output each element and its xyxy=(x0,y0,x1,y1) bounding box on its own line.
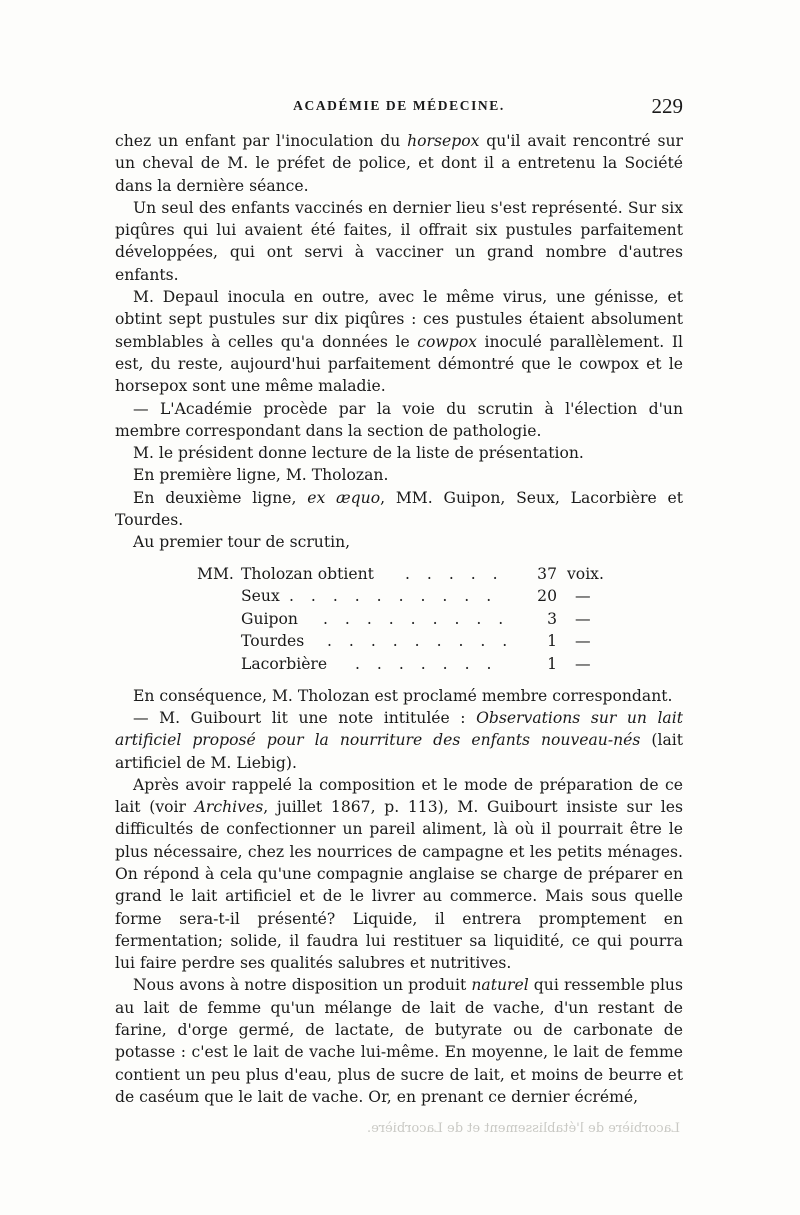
vote-results-table xyxy=(115,563,683,676)
paragraph xyxy=(115,286,683,397)
paragraph: Au premier tour de scrutin, xyxy=(133,533,351,552)
paragraph xyxy=(115,130,683,197)
vote-leader-dots: . . . . . . . . . . xyxy=(289,587,498,606)
vote-row xyxy=(115,608,683,631)
text-run: Après avoir rappelé la composition et le mode de préparation de ce lait (voir xyxy=(115,775,683,817)
text-run: Nous avons à notre disposition un produit xyxy=(133,976,472,995)
vote-unit: — xyxy=(575,609,591,628)
italic-title: Observations sur un lait artificiel proposé pour la nourriture des enfants nouveau-nés xyxy=(115,708,683,750)
text-run: qu'il avait rencontré sur un cheval de M. le préfet de police, et dont il a entretenu la Société dans la dernière séance. xyxy=(115,132,683,195)
vote-leader-dots: . . . . . . . . . xyxy=(323,609,510,628)
text-run: chez un enfant par l'inoculation du xyxy=(115,132,408,150)
text-run: M. Depaul inocula en outre, avec le même virus, une génisse, et obtint sept pustules sur dix piqûres : ces pustules étaient absolument semblables à celles qu'a données le xyxy=(115,288,683,351)
vote-count: 1 xyxy=(547,632,557,651)
text-run: , MM. Guipon, Seux, Lacorbière et Tourdes. xyxy=(115,488,683,530)
vote-name: Lacorbière xyxy=(241,655,328,674)
page-number: 229 xyxy=(651,94,683,118)
paragraph: En première ligne, M. Tholozan. xyxy=(133,466,389,485)
text-run: (lait artificiel de M. Liebig). xyxy=(115,731,683,772)
vote-name: Seux xyxy=(241,587,280,606)
vote-count: 3 xyxy=(547,609,557,628)
italic-term: naturel xyxy=(471,976,529,995)
italic-term: Archives xyxy=(194,798,264,817)
italic-term: ex æquo xyxy=(307,488,381,507)
page-header xyxy=(115,96,683,124)
vote-row xyxy=(115,653,683,676)
vote-unit: — xyxy=(575,632,591,651)
vote-unit: — xyxy=(575,587,591,606)
italic-term: horsepox xyxy=(407,132,480,150)
vote-row xyxy=(115,630,683,653)
vote-unit: voix. xyxy=(567,564,604,583)
running-head: ACADÉMIE DE MÉDECINE. xyxy=(293,98,505,113)
vote-unit: — xyxy=(575,655,591,674)
paragraph: En conséquence, M. Tholozan est proclamé membre correspondant. xyxy=(133,686,673,705)
paragraph: Un seul des enfants vaccinés en dernier lieu s'est représenté. Sur six piqûres qui lui avaient été faites, il offrait six pustules parfaitement développées, qui ont servi à vacciner un grand nombre d'autres enfants. xyxy=(115,198,683,284)
vote-leader-dots: . . . . . . . . . xyxy=(327,632,514,651)
paragraph: M. le président donne lecture de la liste de présentation. xyxy=(133,444,584,463)
vote-count: 1 xyxy=(547,655,557,674)
vote-name: Tholozan obtient xyxy=(241,564,374,583)
page-body xyxy=(115,130,683,1108)
text-run: , juillet 1867, p. 113), M. Guibourt insiste sur les difficultés de confectionner un pareil aliment, là où il pourrait être le plus nécessaire, chez les nourrices de campagne et les petits ménages. On répond à cela qu'une compagnie anglaise se charge de préparer en grand le lait artificiel et de le livrer au commerce. Mais sous quelle forme sera-t-il présenté? Liquide, il entrera promptement en fermentation; solide, il faudra lui restituer sa liquidité, ce qui pourra lui faire perdre ses qualités salubres et nutritives. xyxy=(115,798,683,973)
vote-row xyxy=(115,585,683,608)
vote-count: 37 xyxy=(537,564,557,583)
paragraph xyxy=(115,974,683,1108)
vote-prefix: MM. xyxy=(197,564,234,583)
text-run: inoculé parallèlement. Il est, du reste, aujourd'hui parfaitement démontré que le cowpox et le horsepox sont une même maladie. xyxy=(115,332,683,396)
text-run: qui ressemble plus au lait de femme qu'un mélange de lait de vache, d'un restant de farine, d'orge germé, de lactate, de butyrate ou de carbonate de potasse : c'est le lait de vache lui-même. En moyenne, le lait de femme contient un peu plus d'eau, plus de sucre de lait, et moins de beurre et de caséum que le lait de vache. Or, en prenant ce dernier écrémé, xyxy=(115,976,683,1106)
vote-name: Guipon xyxy=(241,609,298,628)
vote-leader-dots: . . . . . xyxy=(405,564,504,583)
text-run: En deuxième ligne, xyxy=(133,488,308,507)
vote-count: 20 xyxy=(537,587,557,606)
paragraph xyxy=(115,707,683,774)
vote-leader-dots: . . . . . . . xyxy=(355,655,498,674)
vote-row xyxy=(115,563,683,586)
text-run: — M. Guibourt lit une note intitulée : xyxy=(133,708,477,727)
paragraph xyxy=(115,774,683,975)
vote-name: Tourdes xyxy=(241,632,305,651)
paragraph xyxy=(115,487,683,532)
paragraph: — L'Académie procède par la voie du scrutin à l'élection d'un membre correspondant dans la section de pathologie. xyxy=(115,399,683,440)
bleed-through-text: Lacorbière de l'établissement et de Lacorbière. xyxy=(366,1121,680,1136)
italic-term: cowpox xyxy=(417,332,477,351)
